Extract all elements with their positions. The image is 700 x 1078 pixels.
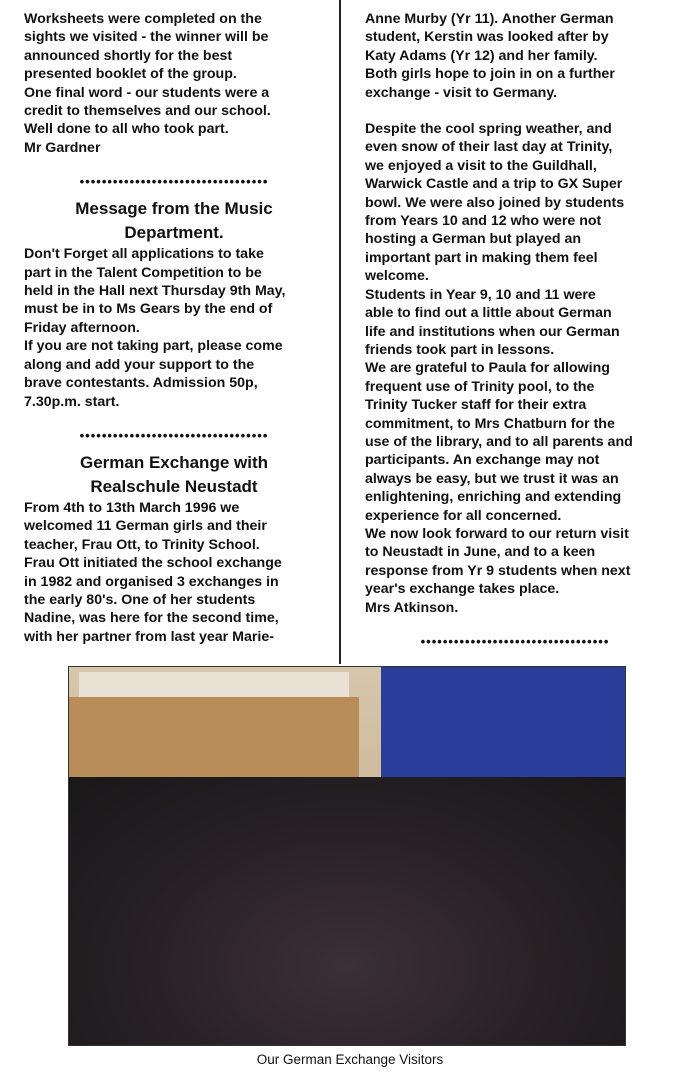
music-paragraph bbox=[24, 245, 324, 411]
text-line: exchange - visit to Germany. bbox=[365, 84, 558, 101]
star-divider: •••••••••••••••••••••••••••••••••• bbox=[420, 635, 610, 649]
text-line: important part in making them feel bbox=[365, 249, 598, 266]
column-divider bbox=[339, 0, 341, 664]
text-line: must be in to Ms Gears by the end of bbox=[24, 301, 273, 318]
star-divider: •••••••••••••••••••••••••••••••••• bbox=[79, 428, 269, 443]
text-line: response from Yr 9 students when next bbox=[365, 562, 631, 579]
text-line: welcome. bbox=[365, 268, 429, 285]
photo-caption: Our German Exchange Visitors bbox=[256, 1052, 444, 1067]
text-line: use of the library, and to all parents and bbox=[365, 433, 633, 450]
text-line: One final word - our students were a bbox=[24, 84, 270, 101]
music-heading bbox=[24, 197, 324, 245]
right-column bbox=[365, 10, 665, 649]
german-paragraph bbox=[24, 499, 324, 646]
text-line: Nadine, was here for the second time, bbox=[24, 610, 279, 627]
text-line: Friday afternoon. bbox=[24, 319, 140, 336]
exchange-paragraph-2 bbox=[365, 120, 665, 617]
german-heading bbox=[24, 451, 324, 499]
text-line: frequent use of Trinity pool, to the bbox=[365, 378, 595, 395]
text-line: from Years 10 and 12 who were not bbox=[365, 213, 602, 230]
text-line: credit to themselves and our school. bbox=[24, 103, 271, 120]
text-line: life and institutions when our German bbox=[365, 323, 620, 340]
text-line: in 1982 and organised 3 exchanges in bbox=[24, 573, 279, 590]
text-line: participants. An exchange may not bbox=[365, 452, 600, 469]
heading-line: German Exchange with bbox=[80, 452, 268, 472]
text-line: If you are not taking part, please come bbox=[24, 338, 283, 355]
text-line: Worksheets were completed on the bbox=[24, 11, 262, 27]
text-line: even snow of their last day at Trinity, bbox=[365, 139, 613, 156]
text-line: year's exchange takes place. bbox=[365, 581, 560, 598]
text-line: with her partner from last year Marie- bbox=[24, 628, 274, 645]
text-line: Students in Year 9, 10 and 11 were bbox=[365, 286, 596, 303]
text-line: announced shortly for the best bbox=[24, 47, 233, 64]
text-line: brave contestants. Admission 50p, bbox=[24, 375, 258, 392]
text-line: part in the Talent Competition to be bbox=[24, 264, 262, 281]
text-line: sights we visited - the winner will be bbox=[24, 29, 269, 46]
text-line: Anne Murby (Yr 11). Another German bbox=[365, 11, 614, 27]
text-line: We now look forward to our return visit bbox=[365, 525, 629, 542]
text-line: always be easy, but we trust it was an bbox=[365, 470, 619, 487]
text-line: welcomed 11 German girls and their bbox=[24, 518, 267, 535]
heading-line: Realschule Neustadt bbox=[90, 476, 258, 496]
author-signature: Mrs Atkinson. bbox=[365, 599, 459, 616]
text-line: we enjoyed a visit to the Guildhall, bbox=[365, 157, 597, 174]
text-line: able to find out a little about German bbox=[365, 305, 612, 322]
text-line: friends took part in lessons. bbox=[365, 341, 555, 358]
group-photo bbox=[68, 666, 626, 1046]
text-line: hosting a German but played an bbox=[365, 231, 581, 248]
text-line: Both girls hope to join in on a further bbox=[365, 66, 615, 83]
text-line: presented booklet of the group. bbox=[24, 66, 237, 83]
text-line: the early 80's. One of her students bbox=[24, 591, 256, 608]
text-line: We are grateful to Paula for allowing bbox=[365, 360, 610, 377]
text-line: Don't Forget all applications to take bbox=[24, 246, 264, 263]
text-line: experience for all concerned. bbox=[365, 507, 562, 524]
text-line: Katy Adams (Yr 12) and her family. bbox=[365, 47, 598, 64]
text-line: held in the Hall next Thursday 9th May, bbox=[24, 283, 286, 300]
text-line: Warwick Castle and a trip to GX Super bbox=[365, 176, 623, 193]
text-line: 7.30p.m. start. bbox=[24, 393, 120, 410]
photo-people bbox=[69, 777, 626, 1046]
text-line: Trinity Tucker staff for their extra bbox=[365, 397, 587, 414]
text-line: Despite the cool spring weather, and bbox=[365, 121, 612, 138]
text-line: along and add your support to the bbox=[24, 356, 255, 373]
text-line: Well done to all who took part. bbox=[24, 121, 229, 138]
text-line: Frau Ott initiated the school exchange bbox=[24, 555, 282, 572]
author-signature: Mr Gardner bbox=[24, 139, 101, 156]
text-line: From 4th to 13th March 1996 we bbox=[24, 499, 240, 516]
text-line: enlightening, enriching and extending bbox=[365, 489, 622, 506]
intro-paragraph bbox=[24, 10, 324, 157]
text-line: teacher, Frau Ott, to Trinity School. bbox=[24, 536, 260, 553]
star-divider: •••••••••••••••••••••••••••••••••• bbox=[79, 175, 269, 190]
left-column bbox=[24, 10, 324, 646]
text-line: bowl. We were also joined by students bbox=[365, 194, 625, 211]
text-line: student, Kerstin was looked after by bbox=[365, 29, 609, 46]
text-line: to Neustadt in June, and to a keen bbox=[365, 544, 596, 561]
text-line: commitment, to Mrs Chatburn for the bbox=[365, 415, 615, 432]
heading-line: Message from the Music bbox=[75, 199, 273, 219]
heading-line: Department. bbox=[124, 223, 224, 243]
exchange-paragraph-1 bbox=[365, 10, 665, 102]
